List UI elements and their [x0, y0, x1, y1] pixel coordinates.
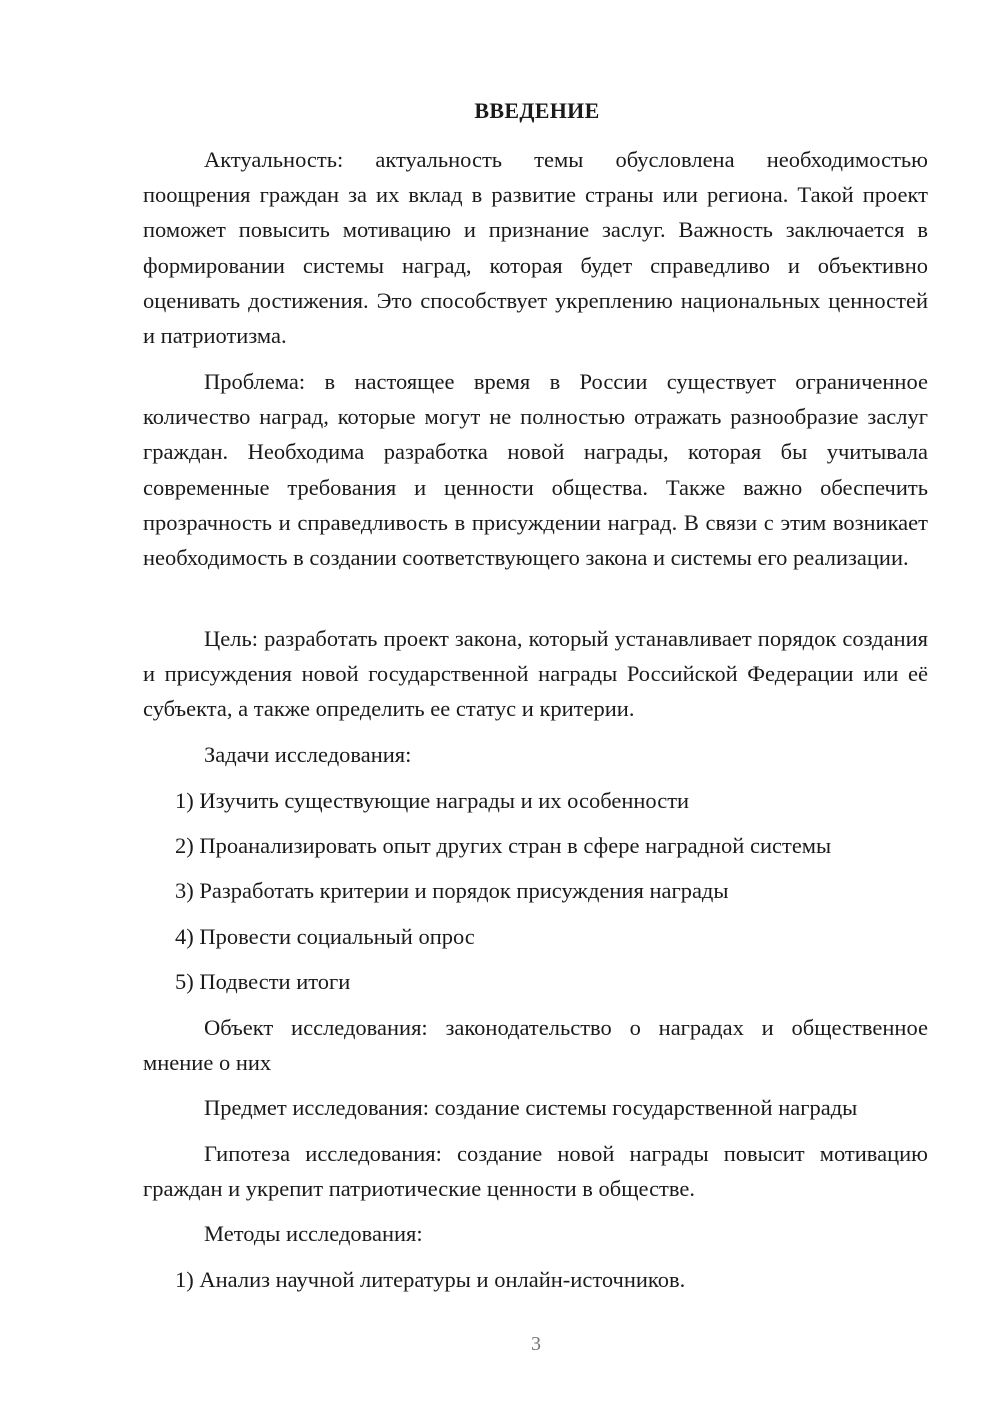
problem-paragraph: Проблема: в настоящее время в России существует ограниченное количество наград, которые могут не полностью отражать разнообразие заслуг граждан. Необходима разработка новой награды, которая бы учитывала современные требования и ценности общества. Также важно обеспечить прозрачность и справедливость в присуждении наград. В связи с этим возникает необходимость в создании соответствующего закона и системы его реализации.: [143, 369, 928, 571]
subject-paragraph: Предмет исследования: создание системы государственной награды: [204, 1095, 858, 1120]
goal-paragraph: Цель: разработать проект закона, который устанавливает порядок создания и присуждения новой государственной награды Российской Федерации или её субъекта, а также определить ее статус и критерии.: [143, 626, 928, 722]
hypothesis-paragraph: Гипотеза исследования: создание новой награды повысит мотивацию граждан и укрепит патриотические ценности в обществе.: [143, 1141, 928, 1202]
section-heading: ВВЕДЕНИЕ: [474, 98, 600, 123]
task-item: 2) Проанализировать опыт других стран в сфере наградной системы: [175, 833, 832, 858]
task-item: 4) Провести социальный опрос: [175, 924, 475, 949]
tasks-heading: Задачи исследования:: [204, 742, 412, 767]
task-item: 3) Разработать критерии и порядок присуждения награды: [175, 878, 729, 903]
relevance-paragraph: Актуальность: актуальность темы обусловлена необходимостью поощрения граждан за их вклад в развитие страны или региона. Такой проект поможет повысить мотивацию и признание заслуг. Важность заключается в формировании системы наград, которая будет справедливо и объективно оценивать достижения. Это способствует укреплению национальных ценностей и патриотизма.: [143, 147, 928, 349]
methods-heading: Методы исследования:: [204, 1221, 423, 1246]
task-item: 1) Изучить существующие награды и их особенности: [175, 788, 690, 813]
page-number: 3: [531, 1333, 541, 1355]
method-item: 1) Анализ научной литературы и онлайн-источников.: [175, 1267, 686, 1292]
task-item: 5) Подвести итоги: [175, 969, 351, 994]
object-paragraph: Объект исследования: законодательство о наградах и общественное мнение о них: [143, 1015, 928, 1076]
